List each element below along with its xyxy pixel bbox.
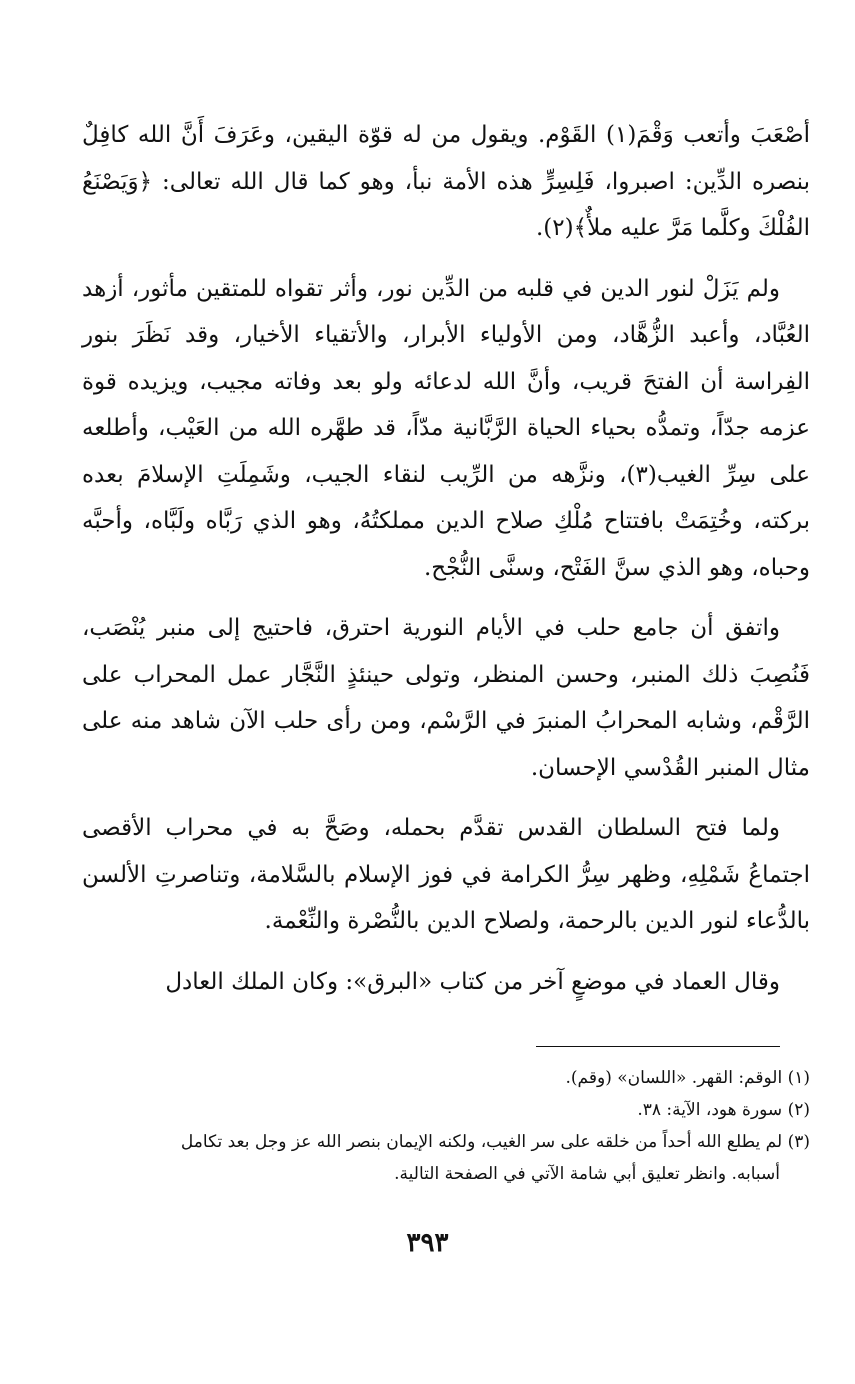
footnote-1: (١) الوقم: القهر. «اللسان» (وقم). (565, 1068, 810, 1088)
page-body (82, 112, 810, 1019)
page-number: ٣٩٣ (406, 1228, 449, 1258)
footnote-3-continued: أسبابه. وانظر تعليق أبي شامة الآتي في الصفحة التالية. (394, 1164, 780, 1184)
paragraph-3: واتفق أن جامع حلب في الأيام النورية احترق، فاحتيج إلى منبر يُنْصَب، فَنُصِبَ ذلك المنبر، وحسن المنظر، وتولى حينئذٍ النَّجَّار عمل المحراب على الرَّقْم، وشابه المحرابُ المنبرَ في الرَّسْم، ومن رأى حلب الآن شاهد منه على مثال المنبر القُدْسي الإحسان. (82, 615, 810, 781)
footnotes (82, 1062, 810, 1190)
paragraph-2: ولم يَزَلْ لنور الدين في قلبه من الدِّين نور، وأثر تقواه للمتقين مأثور، أزهد العُبَّاد، وأعبد الزُّهَّاد، ومن الأولياء الأبرار، والأتقياء الأخيار، وقد نَظَرَ بنور الفِراسة أن الفتحَ قريب، وأنَّ الله لدعائه ولو بعد وفاته مجيب، ويزيده قوة عزمه جدّاً، وتمدُّه بحياء الحياة الرَّبَّانية مدّاً، قد طهَّره الله من العَيْب، وأطلعه على سِرِّ الغيب(٣)، ونزَّهه من الرِّيب لنقاء الجيب، وشَمِلَتِ الإسلامَ بعده بركته، وخُتِمَتْ بافتتاح مُلْكِ صلاح الدين مملكتُهُ، وهو الذي رَبَّاه ولَبَّاه، وأحبَّه وحباه، وهو الذي سنَّ الفَتْح، وسنَّى النُّجْح. (82, 275, 810, 581)
paragraph-1: أصْعَبَ وأتعب وَقْمَ(١) القَوْم. ويقول من له قوّة اليقين، وعَرَفَ أَنَّ الله كافِلٌ بنصره الدِّين: اصبروا، فَلِسِرٍّ هذه الأمة نبأ، وهو كما قال الله تعالى: ﴿وَيَصْنَعُ الفُلْكَ وكلَّما مَرَّ عليه ملأٌ﴾(٢). (82, 122, 810, 241)
footnote-separator (536, 1046, 780, 1047)
footnote-3: (٣) لم يطلع الله أحداً من خلقه على سر الغيب، ولكنه الإيمان بنصر الله عز وجل بعد تكامل (180, 1132, 810, 1152)
paragraph-4: ولما فتح السلطان القدس تقدَّم بحمله، وصَحَّ به في محراب الأقصى اجتماعُ شَمْلِهِ، وظهر سِرُّ الكرامة في فوز الإسلام بالسَّلامة، وتناصرتِ الألسن بالدُّعاء لنور الدين بالرحمة، ولصلاح الدين بالنُّصْرة والنِّعْمة. (82, 815, 810, 934)
paragraph-5: وقال العماد في موضعٍ آخر من كتاب «البرق»: وكان الملك العادل (165, 968, 780, 995)
footnote-2: (٢) سورة هود، الآية: ٣٨. (637, 1100, 810, 1120)
